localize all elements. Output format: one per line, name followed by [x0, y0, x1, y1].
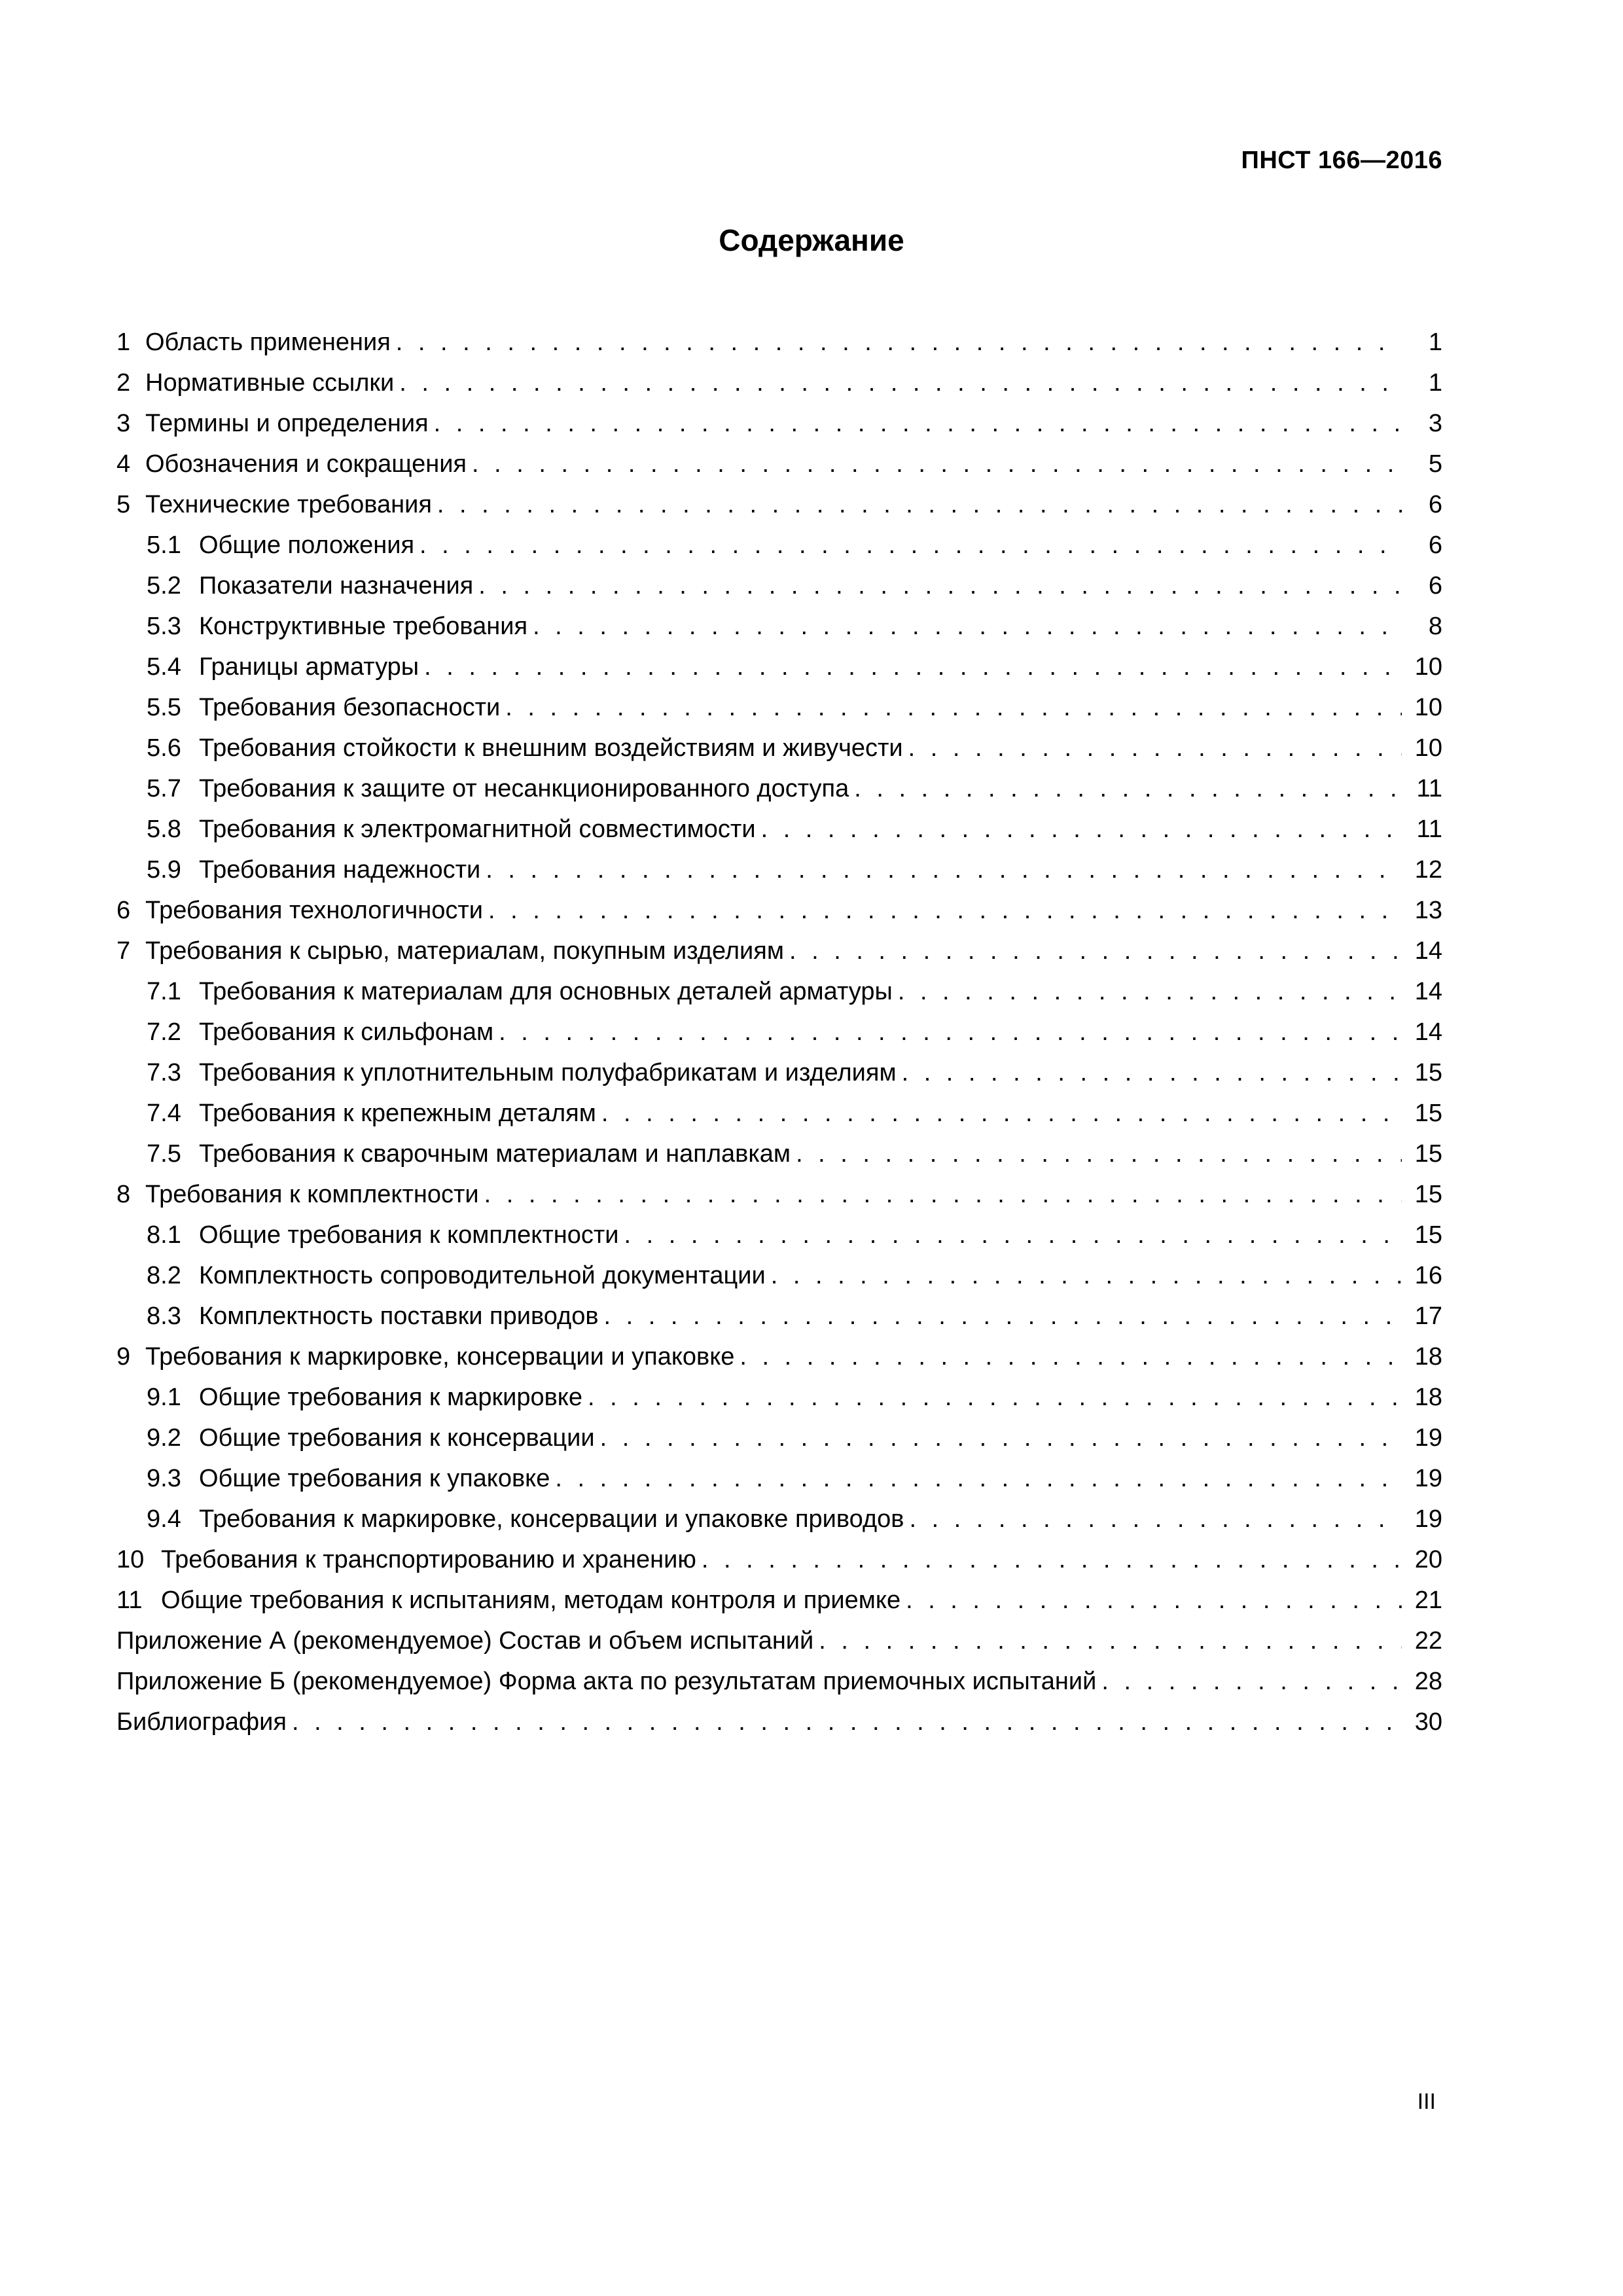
toc-entry-title: Общие требования к маркировке	[199, 1384, 582, 1411]
toc-dot-leader	[624, 1215, 1402, 1255]
toc-dot-leader	[437, 484, 1402, 525]
toc-entry-title: Требования к сильфонам	[199, 1018, 494, 1046]
toc-entry-number: 5.5	[147, 694, 181, 721]
toc-dot-leader	[771, 1255, 1402, 1296]
toc-entry[interactable]	[116, 1702, 1442, 1742]
toc-entry-title: Границы арматуры	[199, 653, 419, 681]
toc-entry-page: 1	[1428, 329, 1442, 356]
toc-entry-page: 15	[1414, 1181, 1442, 1208]
toc-entry-page: 1	[1428, 369, 1442, 397]
toc-entry-number: 6	[116, 897, 131, 924]
toc-entry-title: Приложение А (рекомендуемое) Состав и объем испытаний	[116, 1627, 814, 1655]
toc-entry[interactable]	[116, 1499, 1442, 1539]
toc-entry-page: 19	[1414, 1424, 1442, 1452]
toc-entry-title: Общие требования к комплектности	[199, 1221, 619, 1249]
toc-dot-leader	[604, 1296, 1402, 1336]
toc-dot-leader	[1101, 1661, 1402, 1702]
toc-entry-title: Требования безопасности	[199, 694, 501, 721]
toc-dot-leader	[499, 1012, 1402, 1052]
toc-entry-page: 15	[1414, 1140, 1442, 1168]
toc-entry-number: 7.2	[147, 1018, 181, 1046]
toc-entry-title: Требования стойкости к внешним воздействиям и живучести	[199, 734, 903, 762]
toc-entry[interactable]	[116, 1418, 1442, 1458]
toc-dot-leader	[478, 565, 1402, 606]
toc-entry-page: 11	[1416, 775, 1442, 802]
toc-entry-page: 19	[1414, 1465, 1442, 1492]
toc-entry-title: Требования к материалам для основных деталей арматуры	[199, 978, 893, 1005]
toc-entry[interactable]	[116, 363, 1442, 403]
toc-entry-number: 7.4	[147, 1100, 181, 1127]
toc-entry[interactable]	[116, 525, 1442, 565]
toc-entry-number: 7	[116, 937, 131, 965]
toc-entry-page: 13	[1414, 897, 1442, 924]
toc-entry-number: 5.9	[147, 856, 181, 884]
toc-entry-title: Требования к сырью, материалам, покупным изделиям	[145, 937, 784, 965]
toc-entry-title: Требования к маркировке, консервации и упаковке	[145, 1343, 735, 1371]
toc-entry-number: 3	[116, 410, 131, 437]
toc-entry[interactable]	[116, 1134, 1442, 1174]
toc-entry-number: 5.6	[147, 734, 181, 762]
toc-entry[interactable]	[116, 1174, 1442, 1215]
toc-entry-number: 5.2	[147, 572, 181, 600]
toc-entry-title: Область применения	[145, 329, 391, 356]
toc-entry-number: 7.1	[147, 978, 181, 1005]
toc-entry-number: 5.3	[147, 613, 181, 640]
toc-entry-number: 9.3	[147, 1465, 181, 1492]
toc-entry[interactable]	[116, 850, 1442, 890]
toc-dot-leader	[601, 1093, 1402, 1134]
toc-entry-title: Показатели назначения	[199, 572, 474, 600]
toc-entry-number: 5.4	[147, 653, 181, 681]
toc-dot-leader	[909, 1499, 1402, 1539]
toc-entry[interactable]	[116, 403, 1442, 444]
toc-entry-page: 17	[1414, 1302, 1442, 1330]
toc-entry-title: Требования к электромагнитной совместимости	[199, 816, 756, 843]
toc-dot-leader	[796, 1134, 1402, 1174]
toc-entry[interactable]	[116, 647, 1442, 687]
toc-dot-leader	[399, 363, 1402, 403]
toc-entry-page: 6	[1428, 491, 1442, 518]
toc-entry-title: Общие положения	[199, 531, 415, 559]
toc-entry-title: Технические требования	[145, 491, 432, 518]
toc-entry-title: Требования к маркировке, консервации и упаковке приводов	[199, 1505, 904, 1533]
toc-entry-title: Термины и определения	[145, 410, 429, 437]
toc-dot-leader	[906, 1580, 1402, 1621]
toc-entry-title: Комплектность поставки приводов	[199, 1302, 599, 1330]
toc-entry-title: Нормативные ссылки	[145, 369, 395, 397]
toc-dot-leader	[434, 403, 1402, 444]
toc-entry-number: 9.2	[147, 1424, 181, 1452]
toc-entry-number: 10	[116, 1546, 145, 1573]
toc-entry-page: 10	[1414, 734, 1442, 762]
toc-entry-title: Требования к сварочным материалам и наплавкам	[199, 1140, 791, 1168]
toc-entry-page: 19	[1414, 1505, 1442, 1533]
toc-entry-number: 8.3	[147, 1302, 181, 1330]
toc-entry-page: 16	[1414, 1262, 1442, 1289]
toc-entry-number: 9	[116, 1343, 131, 1371]
toc-entry-title: Общие требования к упаковке	[199, 1465, 550, 1492]
toc-dot-leader	[761, 809, 1402, 850]
toc-title: Содержание	[719, 223, 904, 257]
toc-entry-page: 3	[1428, 410, 1442, 437]
toc-entry-number: 4	[116, 450, 131, 478]
toc-dot-leader	[424, 647, 1402, 687]
toc-entry[interactable]	[116, 484, 1442, 525]
toc-entry-number: 5.7	[147, 775, 181, 802]
toc-entry-page: 14	[1414, 1018, 1442, 1046]
toc-dot-leader	[472, 444, 1402, 484]
toc-entry[interactable]	[116, 1012, 1442, 1052]
toc-entry-number: 5.8	[147, 816, 181, 843]
toc-entry-title: Требования к транспортированию и хранению	[161, 1546, 696, 1573]
page-number: III	[1417, 2089, 1436, 2114]
toc-entry-page: 12	[1414, 856, 1442, 884]
toc-entry-page: 8	[1428, 613, 1442, 640]
toc-entry-page: 18	[1414, 1384, 1442, 1411]
toc-entry[interactable]	[116, 1093, 1442, 1134]
toc-entry-title: Приложение Б (рекомендуемое) Форма акта по результатам приемочных испытаний	[116, 1668, 1097, 1695]
toc-entry-page: 15	[1414, 1221, 1442, 1249]
toc-dot-leader	[600, 1418, 1402, 1458]
toc-entry-title: Общие требования к испытаниям, методам контроля и приемке	[161, 1587, 901, 1614]
toc-dot-leader	[488, 890, 1402, 931]
toc-entry[interactable]	[116, 1580, 1442, 1621]
toc-entry[interactable]	[116, 1215, 1442, 1255]
toc-entry[interactable]	[116, 1661, 1442, 1702]
toc-entry[interactable]	[116, 809, 1442, 850]
toc-dot-leader	[419, 525, 1402, 565]
toc-entry-title: Обозначения и сокращения	[145, 450, 467, 478]
toc-entry-number: 2	[116, 369, 131, 397]
toc-entry-title: Требования к уплотнительным полуфабрикатам и изделиям	[199, 1059, 897, 1086]
toc-entry-number: 11	[116, 1587, 143, 1614]
toc-entry-page: 18	[1414, 1343, 1442, 1371]
toc-entry-page: 15	[1414, 1059, 1442, 1086]
toc-dot-leader	[484, 1174, 1402, 1215]
toc-entry-title: Конструктивные требования	[199, 613, 528, 640]
toc-entry-page: 22	[1414, 1627, 1442, 1655]
toc-entry-page: 15	[1414, 1100, 1442, 1127]
toc-entry-title: Требования к крепежным деталям	[199, 1100, 596, 1127]
toc-entry-page: 20	[1414, 1546, 1442, 1573]
toc-entry[interactable]	[116, 1539, 1442, 1580]
toc-entry-number: 8.2	[147, 1262, 181, 1289]
toc-dot-leader	[908, 728, 1402, 768]
toc-entry[interactable]	[116, 931, 1442, 971]
toc-entry-number: 7.5	[147, 1140, 181, 1168]
toc-entry-number: 9.1	[147, 1384, 181, 1411]
toc-entry-number: 5	[116, 491, 131, 518]
toc-entry-number: 1	[116, 329, 131, 356]
toc-entry[interactable]	[116, 687, 1442, 728]
toc-entry-title: Библиография	[116, 1708, 287, 1736]
toc-entry-page: 6	[1428, 572, 1442, 600]
toc-entry[interactable]	[116, 322, 1442, 363]
toc-entry-title: Требования надежности	[199, 856, 481, 884]
table-of-contents	[116, 322, 1442, 1742]
toc-entry[interactable]	[116, 1336, 1442, 1377]
toc-dot-leader	[854, 768, 1402, 809]
toc-entry-page: 30	[1414, 1708, 1442, 1736]
toc-entry-page: 10	[1414, 694, 1442, 721]
toc-entry-number: 7.3	[147, 1059, 181, 1086]
toc-dot-leader	[789, 931, 1402, 971]
toc-entry-number: 8.1	[147, 1221, 181, 1249]
toc-entry[interactable]	[116, 1377, 1442, 1418]
toc-dot-leader	[533, 606, 1402, 647]
toc-dot-leader	[902, 1052, 1402, 1093]
toc-dot-leader	[292, 1702, 1402, 1742]
toc-entry-page: 11	[1416, 816, 1442, 843]
toc-entry[interactable]	[116, 1255, 1442, 1296]
toc-entry-page: 14	[1414, 978, 1442, 1005]
toc-entry-title: Общие требования к консервации	[199, 1424, 595, 1452]
toc-entry[interactable]	[116, 971, 1442, 1012]
toc-dot-leader	[555, 1458, 1402, 1499]
toc-entry[interactable]	[116, 565, 1442, 606]
toc-entry-title: Комплектность сопроводительной документации	[199, 1262, 766, 1289]
toc-entry[interactable]	[116, 728, 1442, 768]
toc-entry[interactable]	[116, 1621, 1442, 1661]
toc-entry[interactable]	[116, 444, 1442, 484]
document-code: ПНСТ 166—2016	[1241, 147, 1442, 174]
toc-entry[interactable]	[116, 1458, 1442, 1499]
toc-entry-number: 5.1	[147, 531, 181, 559]
toc-entry-page: 10	[1414, 653, 1442, 681]
toc-entry-title: Требования к защите от несанкционированного доступа	[199, 775, 849, 802]
toc-entry[interactable]	[116, 1052, 1442, 1093]
toc-entry-page: 6	[1428, 531, 1442, 559]
toc-entry-page: 5	[1428, 450, 1442, 478]
toc-dot-leader	[702, 1539, 1402, 1580]
toc-dot-leader	[486, 850, 1402, 890]
toc-dot-leader	[898, 971, 1402, 1012]
toc-entry-title: Требования технологичности	[145, 897, 483, 924]
toc-dot-leader	[740, 1336, 1402, 1377]
toc-entry-number: 9.4	[147, 1505, 181, 1533]
toc-entry-page: 28	[1414, 1668, 1442, 1695]
toc-entry-page: 14	[1414, 937, 1442, 965]
toc-entry[interactable]	[116, 890, 1442, 931]
toc-dot-leader	[588, 1377, 1402, 1418]
toc-entry[interactable]	[116, 606, 1442, 647]
toc-entry-number: 8	[116, 1181, 131, 1208]
toc-entry[interactable]	[116, 768, 1442, 809]
toc-dot-leader	[505, 687, 1402, 728]
toc-entry-title: Требования к комплектности	[145, 1181, 479, 1208]
toc-entry[interactable]	[116, 1296, 1442, 1336]
toc-dot-leader	[396, 322, 1402, 363]
toc-dot-leader	[819, 1621, 1402, 1661]
toc-entry-page: 21	[1414, 1587, 1442, 1614]
